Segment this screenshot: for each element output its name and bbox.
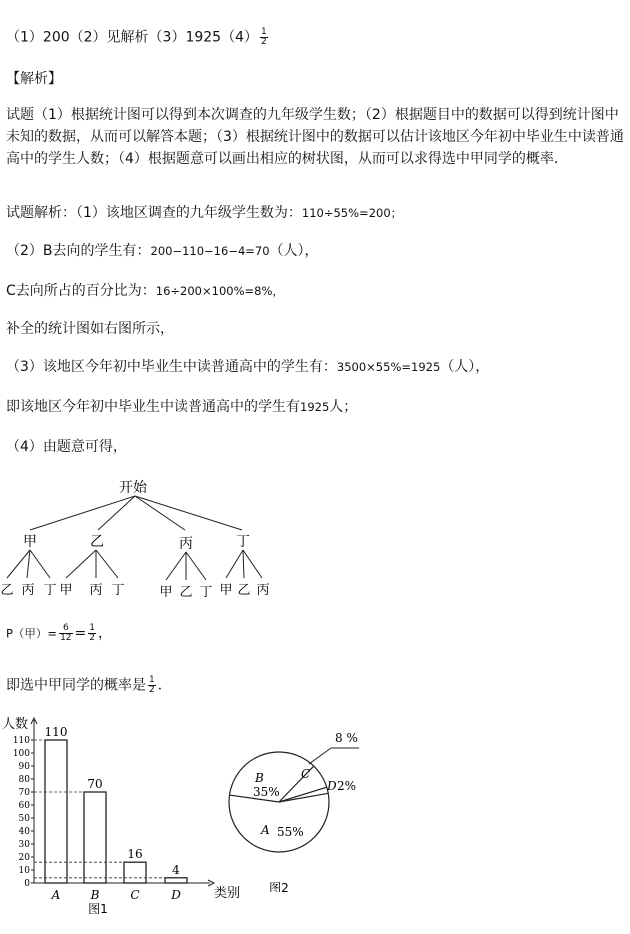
pie-label-C: C: [301, 767, 311, 781]
pie-value-C: 8 %: [335, 731, 358, 745]
pie-leader-C: [309, 748, 331, 764]
final-text: 即选中甲同学的概率是: [6, 677, 146, 694]
y-tick-label-80: 80: [18, 775, 30, 785]
final-line: [6, 676, 172, 695]
tree-l1-0: 甲: [23, 534, 37, 550]
tree-l1-2: 丙: [179, 536, 193, 552]
tree-l2-0-0: 乙: [0, 583, 14, 598]
final-end: ．: [157, 677, 172, 694]
bar-C: [124, 862, 146, 883]
y-tick-label-50: 50: [18, 814, 30, 824]
fraction-denominator: 2: [149, 685, 155, 695]
solution-6-number: 1925: [300, 400, 330, 414]
y-tick-label-10: 10: [18, 866, 30, 876]
tree-l2-2-1: 乙: [179, 585, 193, 600]
tree-l2-3-1: 乙: [237, 583, 251, 598]
y-tick-label-0: 0: [24, 879, 30, 889]
solution-line-5: [6, 358, 489, 376]
solution-5-expr: 3500×55%=1925: [336, 360, 441, 374]
bar-chart: [0, 712, 240, 922]
solution-3-label: C去向所占的百分比为：: [6, 283, 156, 299]
solution-5-label: （3）该地区今年初中毕业生中读普通高中的学生有：: [6, 359, 337, 375]
x-axis-label: 类别: [214, 886, 240, 901]
analysis-paragraph: 试题（1）根据统计图可以得到本次调查的九年级学生数；（2）根据题目中的数据可以得到统计图中未知的数据，从而可以解答本题；（3）根据统计图中的数据可以估计该地区今年初中毕业生中读普通高中的学生人数；（4）根据题意可以画出相应的树状图，从而可以求得选中甲同学的概率．: [6, 107, 624, 167]
pie-label-A: A: [261, 823, 270, 837]
tree-root: 开始: [119, 480, 147, 496]
bar-label-A: 110: [44, 725, 68, 739]
bar-label-C: 16: [127, 847, 143, 862]
tree-l1-1: 乙: [90, 534, 104, 550]
fraction-denominator: 12: [60, 633, 72, 643]
fraction-denominator: 2: [89, 633, 95, 643]
bar-label-D: 4: [172, 862, 180, 877]
tree-l2-1-1: 丙: [89, 583, 103, 598]
pie-label-D: D: [327, 779, 337, 793]
solution-6-text: 即该地区今年初中毕业生中读普通高中的学生有: [6, 399, 300, 415]
fraction-numerator: 1: [149, 675, 155, 685]
fraction-denominator: 2: [260, 37, 267, 47]
y-tick-label-110: 110: [12, 736, 30, 746]
pie-value-B: 35%: [253, 785, 280, 799]
chart-1-caption: 图1: [88, 902, 108, 916]
answer-text: （1）200（2）见解析（3）1925（4）: [6, 29, 258, 46]
tree-l2-1-2: 丁: [111, 583, 125, 598]
tree-l2-2-0: 甲: [159, 585, 173, 600]
solution-line-2: [6, 242, 319, 260]
tree-l1-3: 丁: [236, 534, 250, 550]
bar-B: [84, 792, 106, 883]
tree-l2-0-1: 丙: [21, 583, 35, 598]
y-tick-label-90: 90: [18, 762, 30, 772]
solution-line-1: [6, 204, 402, 222]
solution-1-label: 试题解析：（1）该地区调查的九年级学生数为：: [6, 205, 302, 221]
solution-5-unit: （人），: [440, 359, 490, 375]
solution-2-unit: （人），: [269, 243, 319, 259]
pie-value-D: 2%: [337, 779, 357, 793]
pie-label-B: B: [255, 771, 264, 785]
solution-line-6: [6, 398, 357, 416]
equals-sign: =: [74, 625, 87, 642]
x-tick-label-B: B: [90, 888, 100, 902]
bar-A: [45, 740, 67, 883]
x-tick-label-C: C: [130, 888, 140, 902]
y-axis-label: 人数: [2, 717, 29, 732]
pie-value-A: 55%: [277, 825, 304, 839]
bar-D: [165, 878, 187, 883]
bar-label-B: 70: [87, 777, 103, 791]
solution-2-label: （2）B去向的学生有：: [6, 243, 151, 259]
solution-line-3: [6, 282, 284, 300]
solution-1-expr: 110÷55%=200；: [301, 206, 403, 220]
probability-line: [6, 624, 112, 643]
y-tick-label-40: 40: [18, 827, 30, 837]
solution-3-expr: 16÷200×100%=8%，: [155, 284, 284, 298]
probability-label: P（甲）=: [6, 626, 58, 641]
y-tick-label-70: 70: [18, 788, 30, 798]
solution-line-7: （4）由题意可得，: [6, 439, 127, 455]
tree-diagram: [0, 470, 300, 610]
solution-line-4: 补全的统计图如右图所示，: [6, 321, 174, 337]
solution-6-end: 人；: [329, 399, 358, 415]
tree-l2-1-0: 甲: [59, 583, 73, 598]
probability-fraction-1: [59, 624, 72, 643]
x-tick-label-A: A: [51, 888, 61, 902]
y-tick-label-60: 60: [18, 801, 30, 811]
answer-line: [6, 28, 270, 47]
final-fraction: [148, 676, 156, 695]
y-tick-label-20: 20: [18, 853, 30, 863]
y-tick-label-30: 30: [18, 840, 30, 850]
fraction-numerator: 1: [260, 27, 267, 37]
answer-fraction: [260, 28, 268, 47]
probability-fraction-2: [88, 624, 96, 643]
pie-chart: [222, 712, 372, 892]
y-tick-label-100: 100: [12, 749, 30, 759]
fraction-numerator: 1: [89, 623, 95, 633]
tree-l2-3-2: 丙: [256, 583, 270, 598]
x-tick-label-D: D: [171, 888, 181, 902]
analysis-heading: 【解析】: [6, 71, 62, 87]
chart-2-caption: 图2: [269, 881, 289, 892]
tree-l2-2-2: 丁: [199, 585, 213, 600]
fraction-numerator: 6: [59, 624, 72, 634]
tree-l2-3-0: 甲: [219, 583, 233, 598]
probability-end: ，: [98, 625, 112, 642]
solution-2-expr: 200−110−16−4=70: [150, 244, 270, 258]
tree-l2-0-2: 丁: [43, 583, 57, 598]
